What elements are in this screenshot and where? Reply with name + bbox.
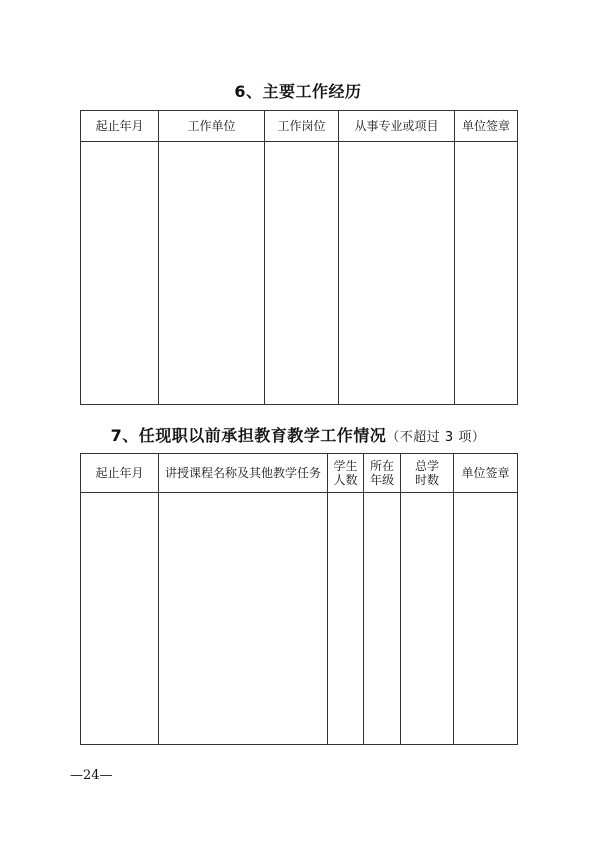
col-header-total-hours [401,454,454,493]
cell-seal[interactable] [454,493,518,745]
work-experience-table [80,110,518,405]
table-row [81,493,518,745]
cell-student-count[interactable] [328,493,364,745]
col-header-seal: 单位签章 [454,454,518,493]
cell-employer[interactable] [159,142,265,405]
teaching-work-table [80,453,518,745]
col-header-period: 起止年月 [81,111,159,142]
col-header-period: 起止年月 [81,454,159,493]
cell-period[interactable] [81,142,159,405]
col-header-student-count [328,454,364,493]
cell-course-name[interactable] [159,493,328,745]
table-row [81,142,518,405]
col-header-employer: 工作单位 [159,111,265,142]
col-header-specialty: 从事专业或项目 [339,111,455,142]
cell-position[interactable] [265,142,339,405]
col-header-student-count-text: 学生人数 [333,459,358,487]
cell-seal[interactable] [455,142,518,405]
col-header-position: 工作岗位 [265,111,339,142]
section-6-title-text: 6、主要工作经历 [234,82,362,101]
table-header-row [81,111,518,142]
cell-period[interactable] [81,493,159,745]
section-7-title-text: 7、任现职以前承担教育教学工作情况 [110,426,387,445]
col-header-total-hours-text: 总学时数 [414,459,439,487]
col-header-grade [364,454,401,493]
page-number: —24— [70,768,113,783]
cell-total-hours[interactable] [401,493,454,745]
section-6-title [0,79,596,102]
col-header-course-name: 讲授课程名称及其他教学任务 [159,454,328,493]
cell-specialty[interactable] [339,142,455,405]
cell-grade[interactable] [364,493,401,745]
col-header-grade-text: 所在年级 [369,459,394,487]
section-7-title-note: （不超过 3 项） [386,430,486,445]
table-header-row [81,454,518,493]
col-header-seal: 单位签章 [455,111,518,142]
section-7-title [0,423,596,446]
